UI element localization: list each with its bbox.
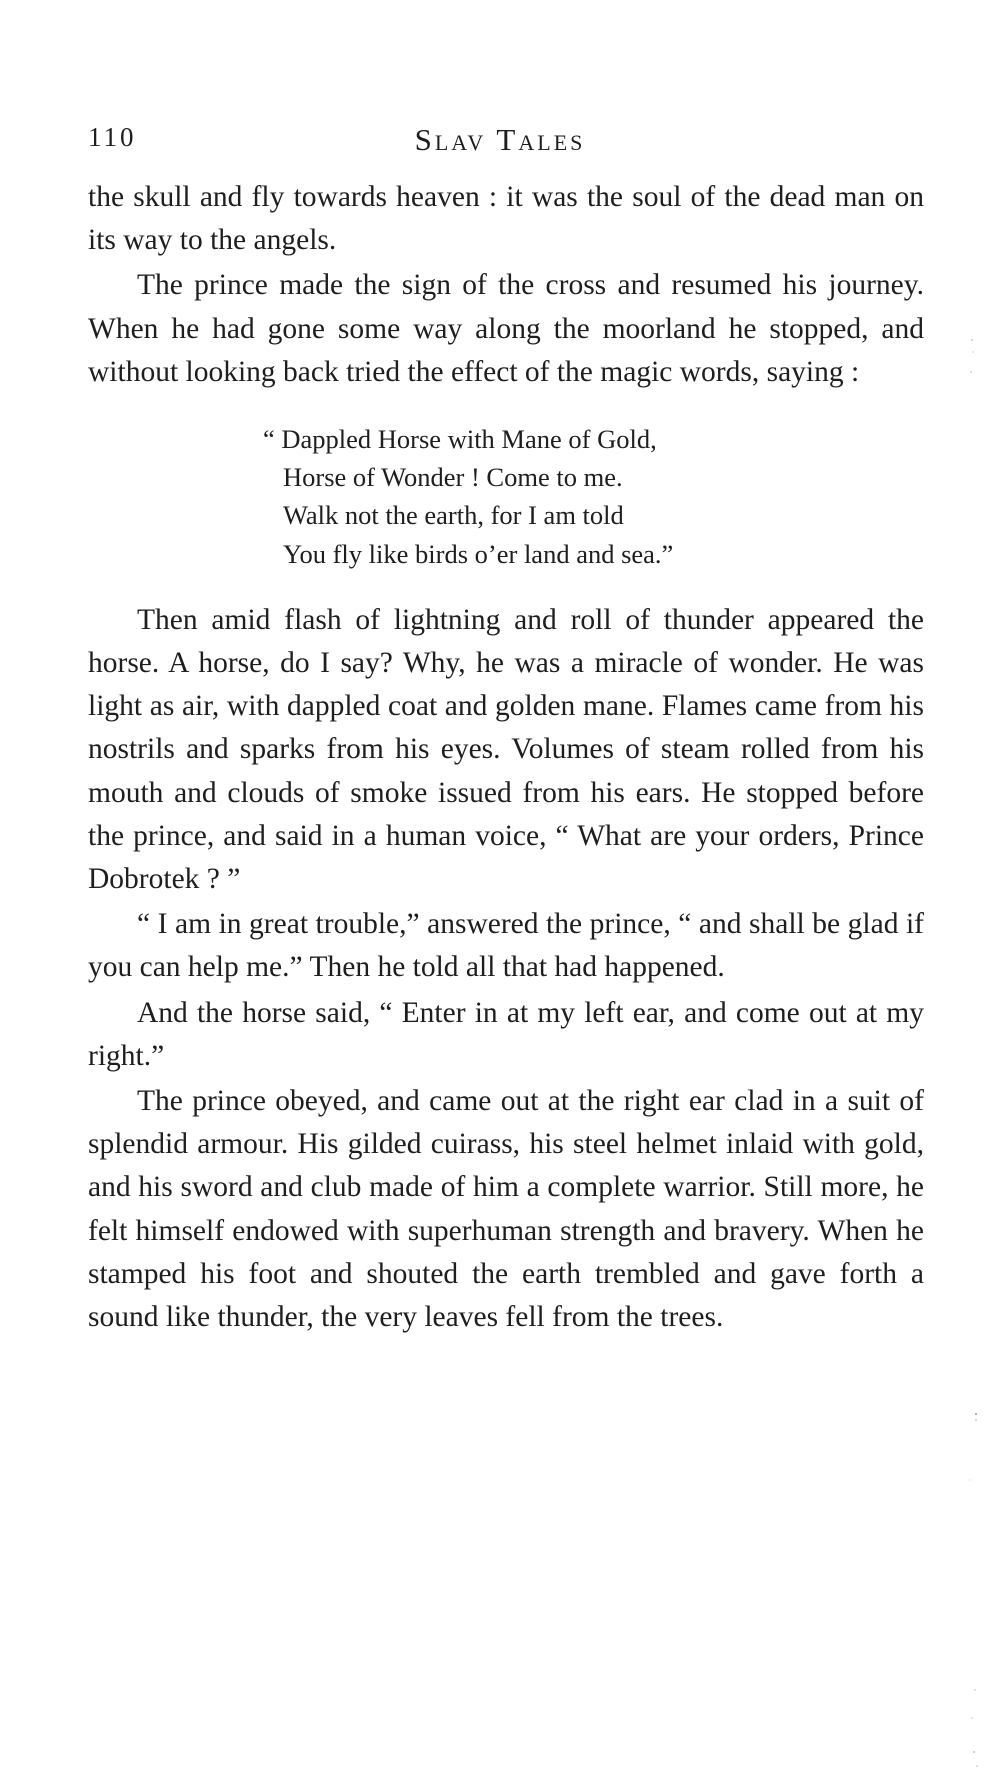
paragraph: And the horse said, “ Enter in at my left ear, and come out at my right.”: [88, 996, 924, 1072]
paragraph: The prince obeyed, and came out at the right ear clad in a suit of splendid armour. His gilded cuirass, his steel helmet inlaid with gold, and his sword and club made of him a complete warrior. Still more, he felt himself endowed with superhuman strength and bravery. When he stamped his foot and shouted the earth trembled and gave forth a sound like thunder, the very leaves fell from the trees.: [88, 1085, 924, 1334]
page-number: 110: [88, 122, 137, 152]
verse-line: “ Dappled Horse with Mane of Gold,: [263, 424, 657, 455]
body-text: [88, 176, 924, 1339]
running-head: [88, 122, 912, 162]
paragraph: “ I am in great trouble,” answered the prince, “ and shall be glad if you can help me.” Then he told all that had happened.: [88, 908, 924, 984]
scan-specks: [960, 0, 1000, 1779]
verse-line: You fly like birds o’er land and sea.”: [283, 538, 674, 569]
paragraph: The prince made the sign of the cross and resumed his journey. When he had gone some way along the moorland he stopped, and without looking back tried the effect of the magic words, saying :: [88, 269, 924, 388]
paragraph: Then amid flash of lightning and roll of thunder appeared the horse. A horse, do I say? Why, he was a miracle of wonder. He was light as air, with dappled coat and golden mane. Flames came from his nostrils and sparks from his eyes. Volumes of steam rolled from his mouth and clouds of smoke issued from his ears. He stopped before the prince, and said in a human voice, “ What are your orders, Prince Dobrotek ? ”: [88, 603, 924, 896]
verse-block: [263, 420, 924, 573]
verse-line: Walk not the earth, for I am told: [283, 500, 624, 531]
book-title: Slav Tales: [414, 122, 586, 157]
paragraph-continuation: the skull and fly towards heaven : it was the soul of the dead man on its way to the angels.: [88, 181, 924, 257]
verse-line: Horse of Wonder ! Come to me.: [283, 462, 623, 493]
